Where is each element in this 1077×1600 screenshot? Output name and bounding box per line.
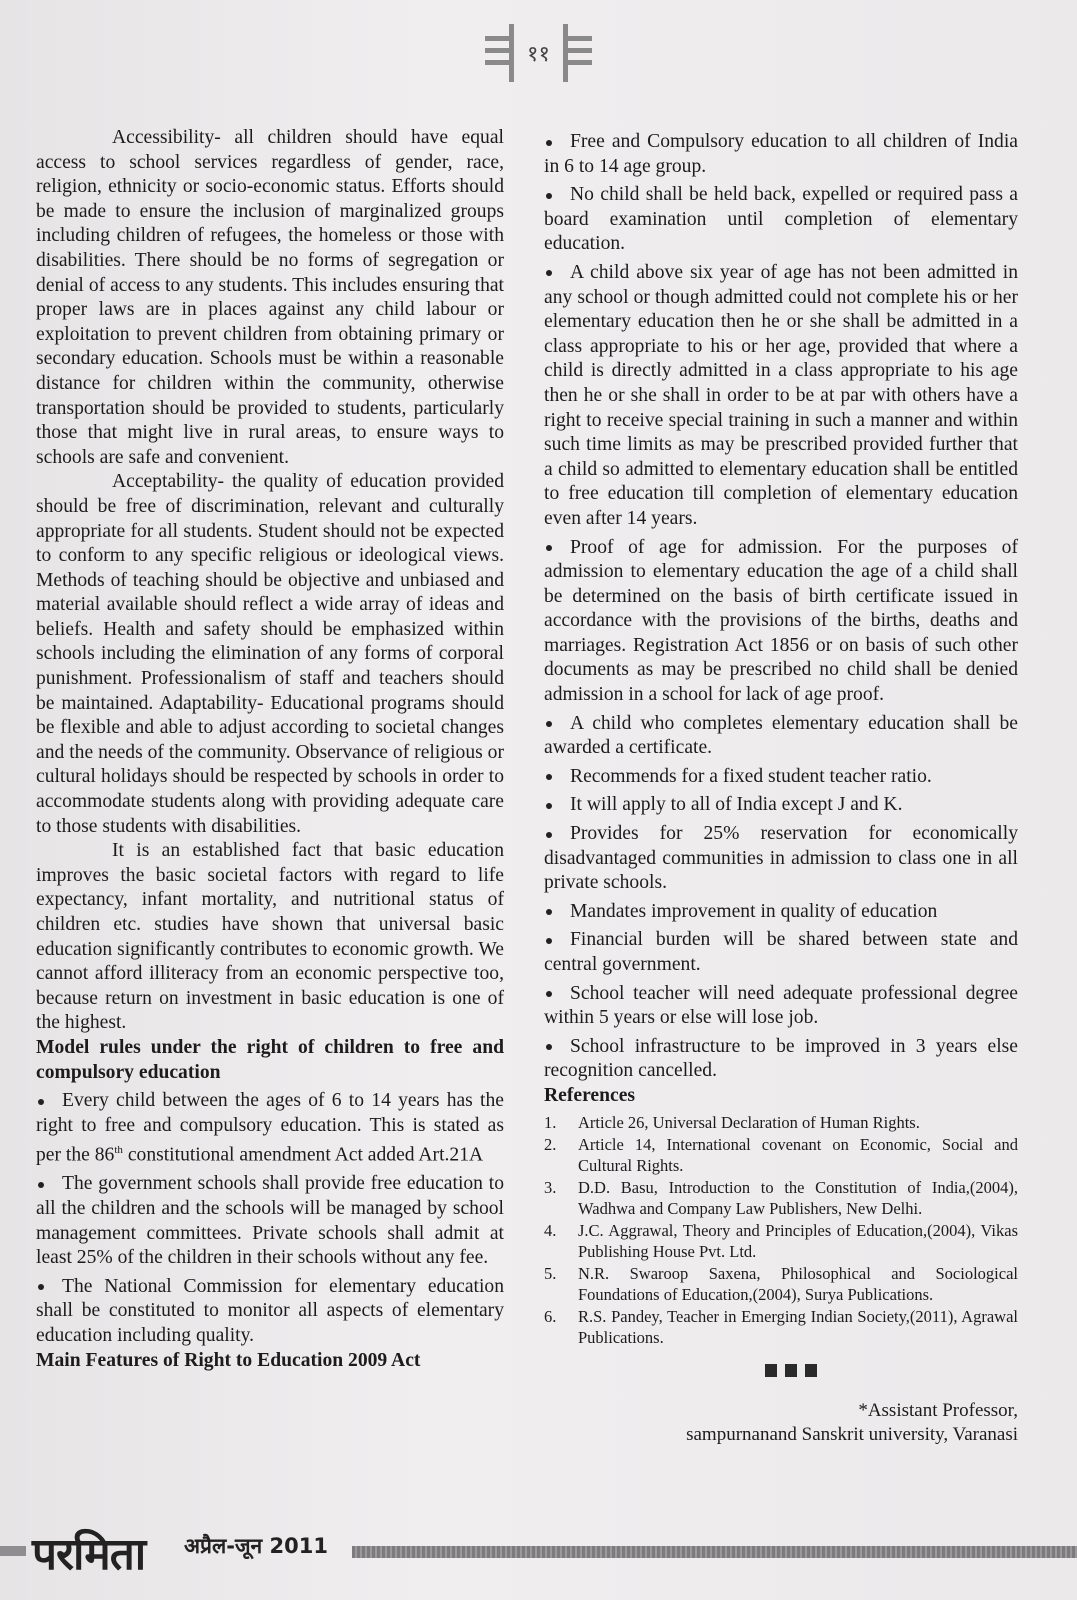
bullet-icon (544, 982, 570, 1007)
footer-rule-right (352, 1546, 1077, 1558)
bullet-icon (544, 1035, 570, 1060)
bullet-icon (544, 900, 570, 925)
list-item: The government schools shall provide free education to all the children and the schools will be managed by school management committees. Private schools shall admit at least 25% of the children in their schools without any fee. (36, 1173, 504, 1269)
list-item: It will apply to all of India except J and K. (544, 793, 1018, 818)
reference-item: 4. J.C. Aggrawal, Theory and Principles of Education,(2004), Vikas Publishing House Pvt. Ltd. (544, 1221, 1018, 1261)
reference-item: 6. R.S. Pandey, Teacher in Emerging Indian Society,(2011), Agrawal Publications. (544, 1307, 1018, 1347)
page-header (0, 18, 1077, 88)
bullet-icon (36, 1275, 62, 1300)
list-item: Provides for 25% reservation for economically disadvantaged communities in admission to class one in all private schools. (544, 823, 1018, 894)
paragraph-basic-education: It is an established fact that basic education improves the basic societal factors with regard to life expectancy, infant mortality, and nutritional status of children etc. studies have shown that universal basic education significantly contributes to economic growth. We cannot afford illiteracy from an economic perspective too, because return on investment in basic education is one of the highest. (36, 840, 504, 1034)
list-item: Free and Compulsory education to all children of India in 6 to 14 age group. (544, 131, 1018, 177)
bullet-icon (544, 712, 570, 737)
bullet-icon (36, 1089, 62, 1114)
list-item: A child who completes elementary education shall be awarded a certificate. (544, 712, 1018, 759)
square-icon (785, 1364, 797, 1377)
bullet-icon (544, 928, 570, 953)
list-item: Mandates improvement in quality of education (544, 900, 1018, 925)
author-block (544, 1399, 1018, 1447)
square-icon (805, 1364, 817, 1377)
author-affiliation: sampurnanand Sanskrit university, Varanasi (686, 1423, 1018, 1445)
bullet-icon (544, 536, 570, 561)
issue-date: अप्रैल-जून 2011 (184, 1534, 328, 1558)
list-item: Proof of age for admission. For the purposes of admission to elementary education the age of a child shall be determined on the basis of birth certificate issued in accordance with the provisions of the births, deaths and marriages. Registration Act 1856 or on basis of such other documents as may be prescribed no child shall be denied admission in a school for lack of age proof. (544, 536, 1018, 706)
references-list (544, 1113, 1018, 1349)
list-item: A child above six year of age has not been admitted in any school or though admitted could not complete his or her elementary education then he or she shall be admitted in a class appropriate to his or her age, provided that where a child is directly admitted in a class appropriate to his age then he or she shall in order to be at par with others have a right to receive special training in such a manner and within such time limits as may be prescribed provided further that a child so admitted to elementary education shall be entitled to free education till completion of elementary education even after 14 years. (544, 261, 1018, 529)
paragraph-acceptability: Acceptability- the quality of education provided should be free of discrimination, relevant and culturally appropriate for all students. Student should not be expected to conform to any specific religious or ideological views. Methods of teaching should be objective and unbiased and material available should reflect a wide array of ideas and beliefs. Health and safety should be emphasized within schools including the elimination of any forms of corporal punishment. Professionalism of staff and teachers should be maintained. Adaptability- Educational programs should be flexible and able to adjust according to societal changes and the needs of the community. Observance of religious or cultural holidays should be respected by schools in order to accommodate students along with providing adequate care to those students with disabilities. (36, 471, 504, 837)
left-bracket-ornament (483, 22, 517, 84)
right-bracket-ornament (560, 22, 594, 84)
author-title: *Assistant Professor, (858, 1399, 1018, 1421)
references-heading: References (544, 1084, 636, 1106)
reference-item: 3. D.D. Basu, Introduction to the Constitution of India,(2004), Wadhwa and Company Law Publishers, New Delhi. (544, 1178, 1018, 1218)
list-item: No child shall be held back, expelled or required pass a board examination until completion of elementary education. (544, 184, 1018, 255)
bullet-icon (36, 1172, 62, 1197)
list-item: The National Commission for elementary education shall be constituted to monitor all aspects of elementary education including quality. (36, 1275, 504, 1347)
reference-item: 1. Article 26, Universal Declaration of Human Rights. (544, 1112, 920, 1132)
list-item: School teacher will need adequate professional degree within 5 years or else will lose job. (544, 982, 1018, 1029)
section-end-ornament (564, 1360, 1018, 1385)
list-item: Financial burden will be shared between state and central government. (544, 929, 1018, 975)
page-number: ११ (527, 42, 550, 67)
reference-item: 5. N.R. Swaroop Saxena, Philosophical and Sociological Foundations of Education,(2004), Surya Publications. (544, 1264, 1018, 1304)
list-item: Recommends for a fixed student teacher ratio. (544, 765, 1018, 790)
bullet-icon (544, 793, 570, 818)
heading-model-rules: Model rules under the right of children to free and compulsory education (36, 1036, 504, 1083)
bullet-icon (544, 261, 570, 286)
bullet-icon (544, 183, 570, 208)
bullet-icon (544, 765, 570, 790)
square-icon (765, 1364, 777, 1377)
journal-logo: परमिता (32, 1529, 146, 1580)
footer-rule-left (0, 1546, 26, 1556)
heading-main-features: Main Features of Right to Education 2009 Act (36, 1349, 421, 1371)
bullet-icon (544, 130, 570, 155)
page-footer (0, 1520, 1077, 1580)
right-column (544, 126, 1018, 1447)
bullet-icon (544, 822, 570, 847)
left-column (36, 126, 504, 1373)
reference-item: 2. Article 14, International covenant on Economic, Social and Cultural Rights. (544, 1135, 1018, 1175)
list-item: Every child between the ages of 6 to 14 years has the right to free and compulsory education. This is stated as per the 86th constitutional amendment Act added Art.21A (36, 1090, 504, 1166)
list-item: School infrastructure to be improved in 3 years else recognition cancelled. (544, 1035, 1018, 1082)
paragraph-accessibility: Accessibility- all children should have equal access to school services regardless of gender, race, religion, ethnicity or socio-economic status. Efforts should be made to ensure the inclusion of marginalized groups including children of refugees, the homeless or those with disabilities. There should be no forms of segregation or denial of access to any students. This includes ensuring that proper laws are in places against any child labour or exploitation to prevent children from obtaining primary or secondary education. Schools must be within a reasonable distance for children within the community, otherwise transportation should be provided to students, particularly those that might live in rural areas, to ensure ways to schools are safe and convenient. (36, 127, 504, 468)
